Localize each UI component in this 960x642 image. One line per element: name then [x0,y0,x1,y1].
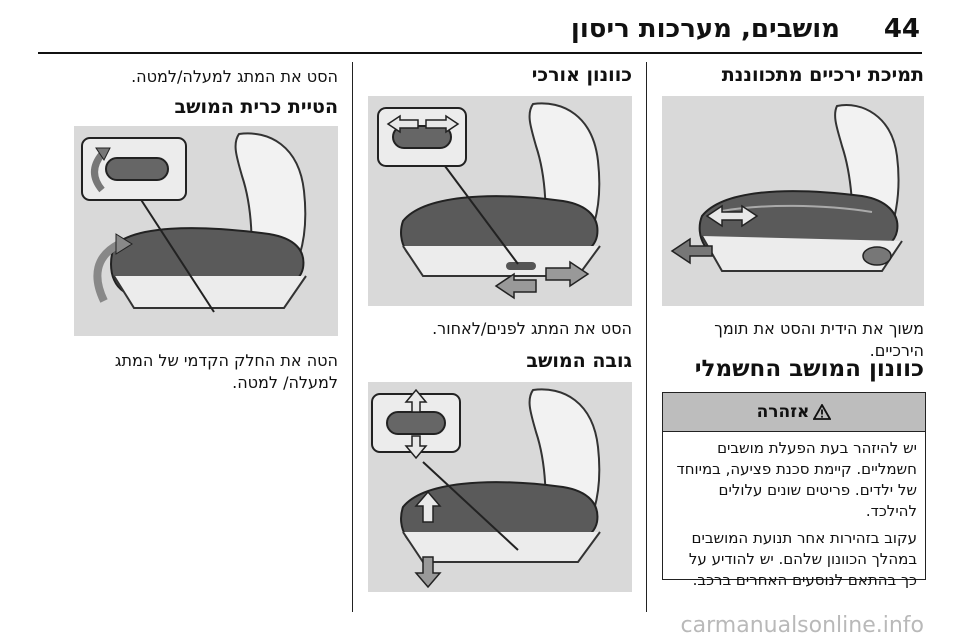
header-rule [38,52,922,54]
heading-thigh-support: תמיכת ירכיים מתכווננת [721,64,924,86]
page-number: 44 [883,14,920,44]
caption-cushion-tilt: הטה את החלק הקדמי של המתג למעלה/ למטה. [114,351,338,392]
watermark: carmanualsonline.info [680,613,924,638]
warning-box [662,392,926,589]
page-title: מושבים, מערכות ריסון [570,14,840,44]
caption-longitudinal: הסט את המתג לפנים/לאחור. [432,319,632,338]
illustration-thigh-support [662,96,924,306]
illustration-seat-height [368,382,632,592]
illustration-longitudinal [368,96,632,306]
caption-thigh-support: משוך את הידית והסט את תומך הירכיים. [714,319,924,360]
warning-title: אזהרה [756,402,810,422]
illustration-cushion-tilt [74,126,338,336]
column-separator [646,62,647,612]
warning-triangle-icon [813,404,831,420]
warning-header [663,393,925,432]
heading-cushion-tilt: הטיית כרית המושב [174,96,338,118]
heading-seat-height: גובה המושב [526,350,632,372]
heading-longitudinal: כוונון אורכי [531,64,632,86]
heading-electric-seat: כוונון המושב החשמלי [694,356,924,382]
text-height-instruction: הסט את המתג למעלה/למטה. [131,67,338,86]
column-separator [352,62,353,612]
warning-text: עקוב בזהירות אחר תנועת המושבים במהלך הכוונון שלהם. יש להודיע על כך בהתאם לנוסעים האחרים ברכב. [688,529,917,589]
warning-text: יש להיזהר בעת הפעלת מושבים חשמליים. קיימת סכנת פציעה, במיוחד של ילדים. פריטים שונים עלולים להילכד. [676,439,917,520]
